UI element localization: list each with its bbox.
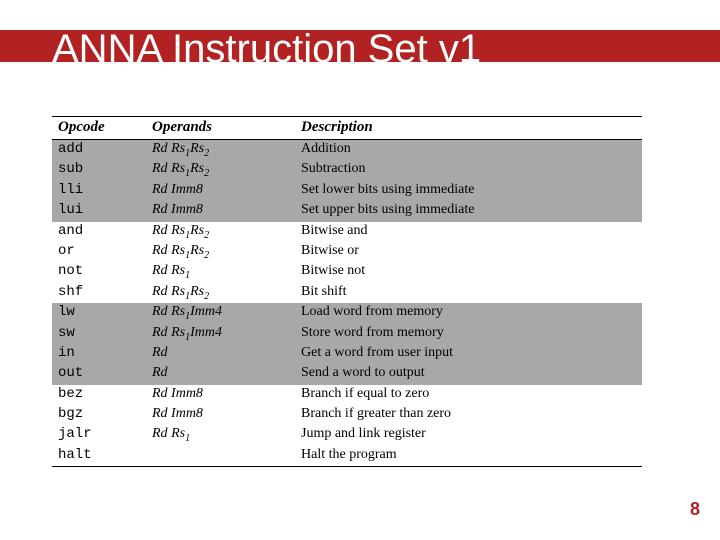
operands-cell: Rd <box>152 344 168 360</box>
opcode-cell: out <box>58 365 84 382</box>
operands-cell: Rd $Rs_1Rs_2$ <box>152 242 210 261</box>
table-row <box>52 425 642 445</box>
opcode-cell: and <box>58 222 84 239</box>
description-cell: Branch if greater than zero <box>301 406 452 422</box>
operands-cell: Rd Imm8 <box>152 181 203 197</box>
description-cell: Set lower bits using immediate <box>301 181 475 197</box>
slide-title: ANNA Instruction Set v1 <box>52 27 482 71</box>
table-row <box>52 222 642 242</box>
description-cell: Load word from memory <box>301 304 443 320</box>
operands-cell: Rd Imm8 <box>152 202 203 218</box>
operands-cell: Rd $Rs_1Rs_2$ <box>152 283 210 302</box>
opcode-cell: bgz <box>58 406 84 423</box>
operands-cell: Rd $Rs_1Imm4$ <box>152 304 222 322</box>
opcode-cell: not <box>58 263 84 280</box>
opcode-cell: sub <box>58 161 84 178</box>
table-row <box>52 324 642 344</box>
header-operands: Operands <box>152 119 213 135</box>
description-cell: Store word from memory <box>301 324 444 340</box>
operands-cell: Rd $Rs_1$ <box>152 426 191 445</box>
table-row <box>52 446 642 466</box>
description-cell: Subtraction <box>301 161 366 177</box>
description-cell: Halt the program <box>301 446 397 462</box>
operands-cell: Rd Imm8 <box>152 406 203 422</box>
description-cell: Set upper bits using immediate <box>301 202 475 218</box>
table-row <box>52 344 642 364</box>
description-cell: Bitwise and <box>301 222 368 238</box>
opcode-cell: or <box>58 242 75 259</box>
table-row <box>52 364 642 384</box>
table-row <box>52 303 642 323</box>
description-cell: Jump and link register <box>301 426 426 442</box>
operands-cell: Rd $Rs_1Imm4$ <box>152 324 222 343</box>
table-row <box>52 181 642 201</box>
table-row <box>52 405 642 425</box>
description-cell: Bitwise or <box>301 242 359 258</box>
table-row <box>52 385 642 405</box>
opcode-cell: shf <box>58 283 84 300</box>
table-row <box>52 160 642 180</box>
operands-cell: Rd $Rs_1Rs_2$ <box>152 161 210 180</box>
opcode-cell: lli <box>58 181 84 198</box>
table-row <box>52 283 642 303</box>
description-cell: Branch if equal to zero <box>301 385 430 401</box>
table-row <box>52 242 642 262</box>
operands-cell: Rd Imm8 <box>152 385 203 401</box>
description-cell: Bit shift <box>301 283 347 299</box>
table-row <box>52 262 642 282</box>
description-cell: Get a word from user input <box>301 344 454 360</box>
opcode-cell: add <box>58 141 84 157</box>
header-opcode: Opcode <box>58 119 105 135</box>
table-body <box>52 140 642 466</box>
table-row <box>52 140 642 160</box>
opcode-cell: halt <box>58 446 92 463</box>
operands-cell: Rd $Rs_1$ <box>152 263 191 282</box>
operands-cell: Rd $Rs_1Rs_2$ <box>152 141 210 159</box>
opcode-cell: in <box>58 344 75 361</box>
opcode-cell: bez <box>58 385 84 402</box>
header-description: Description <box>301 119 373 135</box>
table-header <box>52 117 642 140</box>
description-cell: Send a word to output <box>301 365 425 381</box>
opcode-cell: sw <box>58 324 75 341</box>
operands-cell: Rd $Rs_1Rs_2$ <box>152 222 210 241</box>
opcode-cell: lw <box>58 304 75 321</box>
description-cell: Addition <box>301 141 351 156</box>
page-number: 8 <box>689 499 700 519</box>
opcode-cell: lui <box>58 202 84 219</box>
description-cell: Bitwise not <box>301 263 366 279</box>
instruction-table <box>52 116 642 467</box>
operands-cell: Rd <box>152 365 168 381</box>
opcode-cell: jalr <box>58 426 92 443</box>
table-row <box>52 201 642 221</box>
